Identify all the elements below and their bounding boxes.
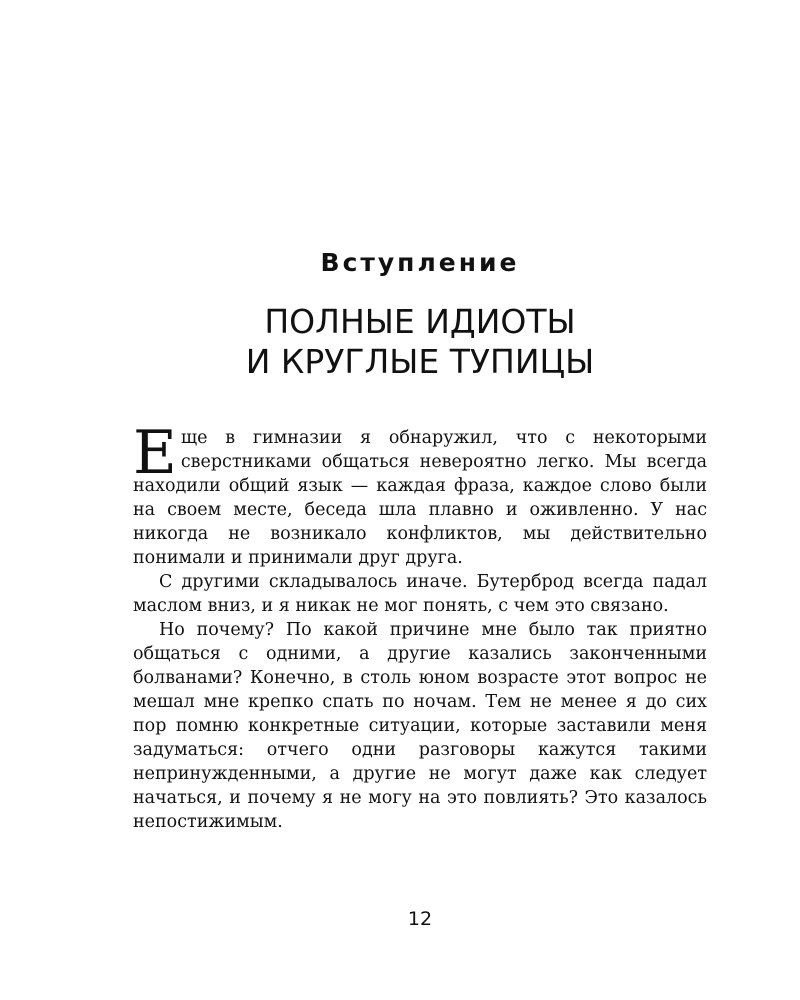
page-number: 12: [407, 908, 433, 930]
chapter-title-line-1: ПОЛНЫЕ ИДИОТЫ: [264, 302, 576, 341]
chapter-title: [0, 302, 800, 382]
body-text: [133, 418, 707, 834]
paragraph-3: Но почему? По какой причине мне было так приятно общаться с одними, а другие казались законченными болванами? Конечно, в столь юном возрасте этот вопрос не мешал мне крепко спать по ночам. Тем не менее я до сих пор помню конкретные ситуации, которые заставили меня задуматься: отчего одни разговоры кажутся такими непринужденными, а другие не могут даже как следует начаться, и почему я не могу на это повлиять? Это казалось непостижимым.: [133, 620, 707, 832]
chapter-label: Вступление: [320, 248, 520, 277]
paragraph-1: [133, 418, 707, 570]
drop-cap: Е: [133, 418, 177, 488]
chapter-title-line-2: И КРУГЛЫЕ ТУПИЦЫ: [245, 342, 595, 381]
paragraph-1-text: ще в гимназии я обнаружил, что с некоторыми сверстниками общаться невероятно легко. Мы всегда находили общий язык — каждая фраза, каждое слово были на своем месте, беседа шла плавно и оживленно. У нас никогда не возникало конфликтов, мы действительно понимали и принимали друг друга.: [133, 428, 707, 568]
paragraph-2: С другими складывалось иначе. Бутерброд всегда падал маслом вниз, и я никак не мог понять, с чем это связано.: [133, 572, 707, 616]
